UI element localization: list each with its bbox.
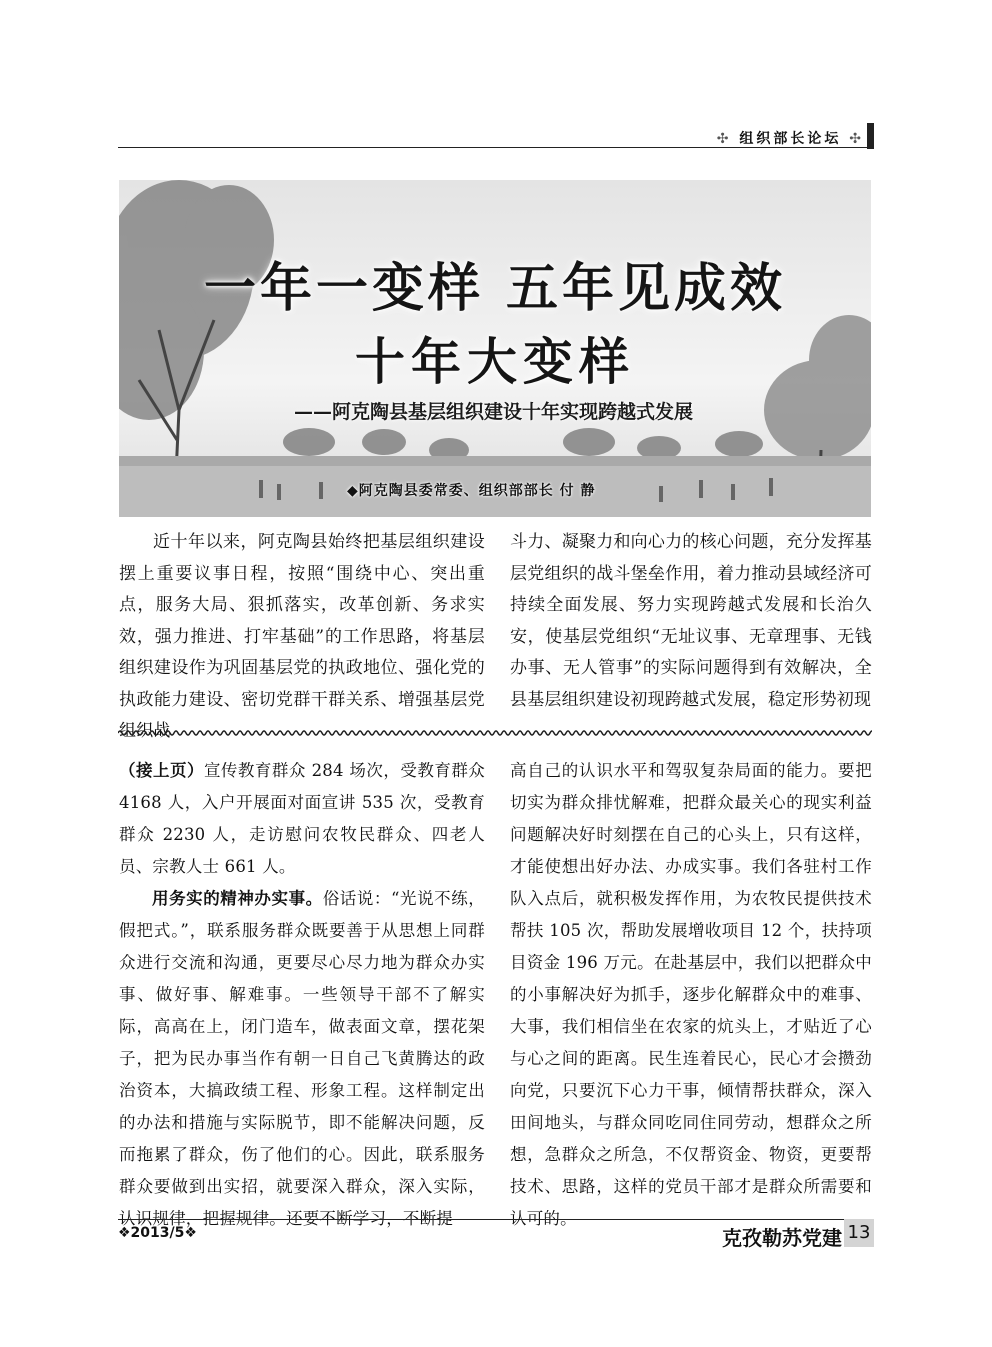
- footer-rule: [118, 1219, 870, 1220]
- issue-date: ❖2013/5❖: [118, 1225, 197, 1241]
- wavy-divider: [118, 728, 872, 738]
- article-subtitle: ——阿克陶县基层组织建设十年实现跨越式发展: [294, 401, 694, 423]
- continued-column-left: [119, 755, 485, 1235]
- intro-column-left: [119, 527, 485, 748]
- paragraph-heading: 用务实的精神办实事。: [152, 889, 323, 908]
- continued-text-1: 宣传教育群众 284 场次，受教育群众 4168 人，入户开展面对面宣讲 535 次，受教育群众 2230 人，走访慰问农牧民群众、四老人员、宗教人士 661 人。: [119, 761, 485, 876]
- continued-paragraph-right: 高自己的认识水平和驾驭复杂局面的能力。要把切实为群众排忧解难，把群众最关心的现实利益问题解决好时刻摆在自己的心头上，只有这样，才能使想出好办法、办成实事。我们各驻村工作队入点后，就积极发挥作用，为农牧民提供技术帮扶 105 次，帮助发展增收项目 12 个，扶持项目资金 196 万元。在赴基层中，我们以把群众中的小事解决好为抓手，逐步化解群众中的难事、大事，我们相信坐在农家的炕头上，才贴近了心与心之间的距离。民生连着民心，民心才会攒劲向党，只要沉下心力干事，倾情帮扶群众，深入田间地头，与群众同吃同住同劳动，想群众之所想，急群众之所急，不仅帮资金、物资，更要帮技术、思路，这样的党员干部才是群众所需要和认可的。: [510, 761, 872, 1228]
- article-title-line1: 一年一变样 五年见成效: [203, 259, 787, 319]
- star-ornament-icon: ✣: [849, 131, 864, 147]
- page-number: 13: [844, 1219, 874, 1247]
- magazine-name: 克孜勒苏党建: [722, 1226, 842, 1250]
- intro-paragraph-left: 近十年以来，阿克陶县始终把基层组织建设摆上重要议事日程，按照“围绕中心、突出重点，服务大局、狠抓落实，改革创新、务求实效，强力推进、打牢基础”的工作思路，将基层组织建设作为巩固基层党的执政地位、强化党的执政能力建设、密切党群干群关系、增强基层党组织战: [119, 532, 485, 741]
- article-byline: ◆阿克陶县委常委、组织部部长 付 静: [347, 483, 596, 499]
- section-bar: [867, 123, 874, 149]
- continued-column-right: [510, 755, 872, 1235]
- header-rule: [118, 147, 870, 148]
- title-banner: [119, 180, 871, 517]
- continued-label: （接上页）: [119, 761, 204, 780]
- intro-paragraph-right: 斗力、凝聚力和向心力的核心问题，充分发挥基层党组织的战斗堡垒作用，着力推动县域经济可持续全面发展、努力实现跨越式发展和长治久安，使基层党组织“无址议事、无章理事、无钱办事、无人管事”的实际问题得到有效解决，全县基层组织建设初现跨越式发展，稳定形势初现: [510, 532, 872, 710]
- section-label: [717, 128, 864, 148]
- continued-paragraph-2: [119, 883, 485, 1235]
- continued-paragraph-1: [119, 755, 485, 883]
- section-name: 组织部长论坛: [739, 131, 842, 147]
- continued-text-2: 俗话说：“光说不练，假把式。”，联系服务群众既要善于从思想上同群众进行交流和沟通，更要尽心尽力地为群众办实事、做好事、解难事。一些领导干部不了解实际，高高在上，闭门造车，做表面文章，摆花架子，把为民办事当作有朝一日自己飞黄腾达的政治资本，大搞政绩工程、形象工程。这样制定出的办法和措施与实际脱节，即不能解决问题，反而拖累了群众，伤了他们的心。因此，联系服务群众要做到出实招，就要深入群众，深入实际，认识规律，把握规律。还要不断学习，不断提: [119, 889, 485, 1228]
- star-ornament-icon: ✣: [716, 131, 732, 147]
- article-title-line2: 十年大变样: [355, 333, 635, 391]
- intro-column-right: [510, 527, 872, 716]
